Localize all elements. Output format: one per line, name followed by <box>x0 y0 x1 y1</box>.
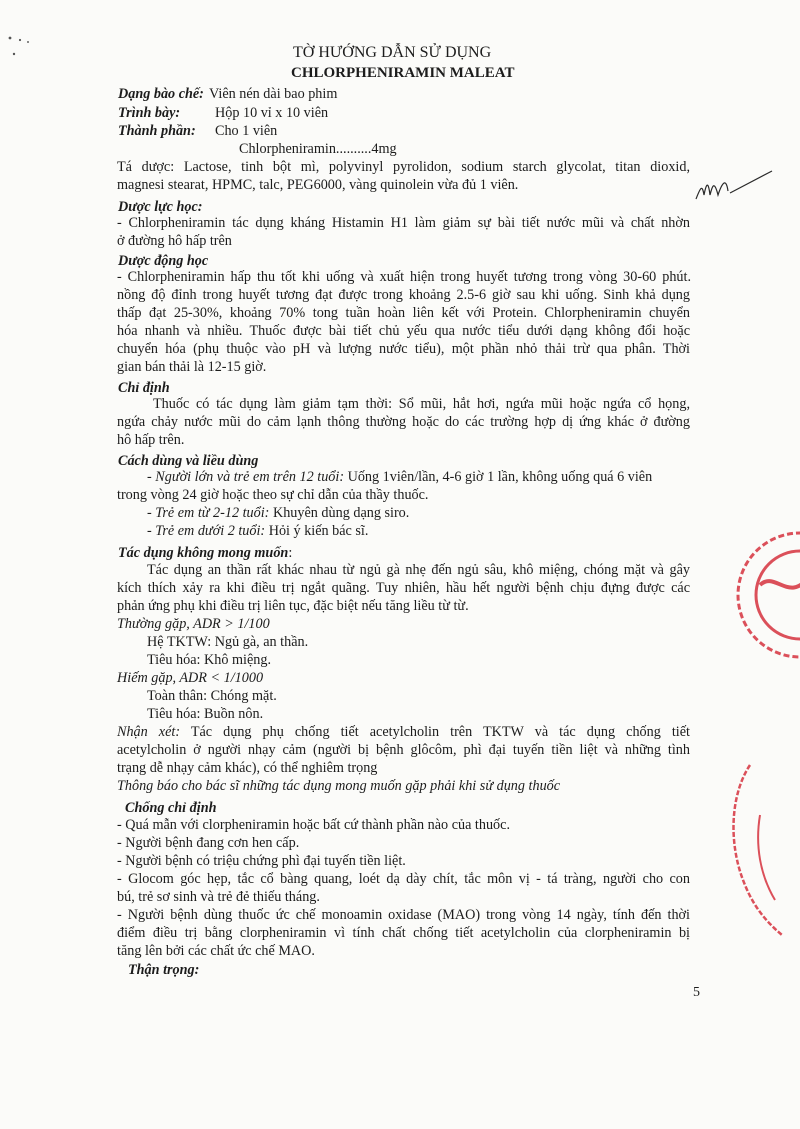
pharmacokinetics-line: - Chlorpheniramin hấp thu tốt khi uống và xuất hiện trong huyết tương trong vòng 30-60 phút. <box>117 269 691 285</box>
pharmacokinetics-line: nồng độ đỉnh trong huyết tương đạt được trong khoảng 2.5-6 giờ sau khi uống. Sinh khả dụng <box>117 287 690 303</box>
remark-text: Tác dụng phụ chống tiết acetylcholin trên TKTW và tác dụng chống tiết <box>190 724 690 740</box>
scan-specks <box>6 32 46 72</box>
side-effects-line: kích thích xảy ra khi điều trị ngắt quãng. Tuy nhiên, hầu hết người bệnh chịu đựng được các <box>117 580 690 596</box>
contraindication-item: - Người bệnh có triệu chứng phì đại tuyến tiền liệt. <box>117 853 406 869</box>
composition-row <box>118 122 277 140</box>
remark-line: trạng dễ nhạy cảm khác), có thể nghiêm trọng <box>117 760 378 776</box>
excipients-line: Tá dược: Lactose, tinh bột mì, polyvinyl pyrolidon, sodium starch glycolat, titan dioxid, <box>117 159 690 175</box>
side-effects-line: phản ứng phụ khi điều trị liên tục, đặc biệt nếu tăng liều từ từ. <box>117 598 469 614</box>
packaging-label: Trình bày: <box>118 105 181 121</box>
pharmacokinetics-heading: Dược động học <box>118 253 209 269</box>
excipients-line: magnesi stearat, HPMC, talc, PEG6000, vàng quinolein vừa đủ 1 viên. <box>117 177 519 193</box>
rare-frequency: Hiếm gặp, ADR < 1/1000 <box>117 670 264 686</box>
contraindication-item: tăng lên bởi các chất ức chế MAO. <box>117 943 315 959</box>
contraindication-item: điểm điều trị bằng clorpheniramin vì tính chất chống tiết acetylcholin của clorpheniramin bị <box>117 925 690 941</box>
common-frequency: Thường gặp, ADR > 1/100 <box>117 616 270 632</box>
pharmacokinetics-line: hóa nhanh và nhiều. Thuốc được bài tiết chủ yếu qua nước tiểu dưới dạng không đổi hoặc <box>117 323 690 339</box>
signature-mark <box>692 165 782 210</box>
doc-title: TỜ HƯỚNG DẪN SỬ DỤNG <box>293 44 492 61</box>
pharmacokinetics-line: chuyển hóa (phụ thuộc vào pH và lượng nước tiểu), một phần nhỏ thải trừ qua phân. Thời <box>117 341 690 357</box>
pharmacokinetics-line: gian bán thải là 12-15 giờ. <box>117 359 267 375</box>
side-effects-colon: : <box>288 545 293 561</box>
dosage-form-value: Viên nén dài bao phim <box>209 86 338 102</box>
doc-subtitle: CHLORPHENIRAMIN MALEAT <box>291 65 515 81</box>
contraindications-heading: Chống chỉ định <box>125 800 217 816</box>
dosage-heading: Cách dùng và liều dùng <box>118 453 259 469</box>
side-effects-heading-row <box>118 544 292 562</box>
remark-line <box>117 723 690 741</box>
side-effects-heading: Tác dụng không mong muốn <box>118 545 289 561</box>
packaging-row <box>118 104 328 122</box>
contraindication-item: - Người bệnh dùng thuốc ức chế monoamin oxidase (MAO) trong vòng 14 ngày, tính đến thời <box>117 907 690 923</box>
rare-effect: Toàn thân: Chóng mặt. <box>147 688 277 704</box>
dosage-child-text: Khuyên dùng dạng siro. <box>272 505 410 521</box>
common-effect: Tiêu hóa: Khô miệng. <box>147 652 272 668</box>
dosage-child-label: - Trẻ em từ 2-12 tuổi: <box>147 505 270 521</box>
side-effects-line: Tác dụng an thần rất khác nhau từ ngủ gà nhẹ đến ngủ sâu, khô miệng, chóng mặt và gây <box>147 562 690 578</box>
red-stamp-seal <box>720 515 800 955</box>
dosage-child <box>147 504 409 522</box>
indications-line: Thuốc có tác dụng làm giảm tạm thời: Sổ mũi, hắt hơi, ngứa mũi hoặc ngứa cổ họng, <box>153 396 690 412</box>
pharmacodynamics-heading: Dược lực học: <box>118 199 203 215</box>
contraindication-item: - Glocom góc hẹp, tắc cổ bàng quang, loét dạ dày chít, tắc môn vị - tá tràng, người cho con <box>117 871 690 887</box>
active-ingredient: Chlorpheniramin..........4mg <box>239 141 397 157</box>
dosage-adult-label: - Người lớn và trẻ em trên 12 tuổi: <box>147 469 345 485</box>
contraindication-item: - Quá mẫn với clorpheniramin hoặc bất cứ thành phần nào của thuốc. <box>117 817 510 833</box>
remark-label: Nhận xét: <box>117 724 181 740</box>
contraindication-item: - Người bệnh đang cơn hen cấp. <box>117 835 300 851</box>
composition-label: Thành phần: <box>118 123 196 139</box>
remark-line: acetylcholin ở người nhạy cảm (người bị bệnh glôcôm, phì đại tuyến tiền liệt và những tình <box>117 742 690 758</box>
dosage-infant-label: - Trẻ em dưới 2 tuổi: <box>147 523 266 539</box>
indications-line: hô hấp trên. <box>117 432 185 448</box>
contraindication-item: bú, trẻ sơ sinh và trẻ đẻ thiếu tháng. <box>117 889 320 905</box>
dosage-adult <box>147 468 652 486</box>
dosage-adult-text: Uống 1viên/lần, 4-6 giờ 1 lần, không uống quá 6 viên <box>347 469 653 485</box>
page-number: 5 <box>693 985 700 1000</box>
pharmacodynamics-line: ở đường hô hấp trên <box>117 233 232 249</box>
precautions-heading: Thận trọng: <box>128 962 200 978</box>
indications-heading: Chỉ định <box>118 380 170 396</box>
packaging-value: Hộp 10 vỉ x 10 viên <box>215 105 329 121</box>
composition-value: Cho 1 viên <box>215 123 278 139</box>
pharmacodynamics-line: - Chlorpheniramin tác dụng kháng Histamin H1 làm giảm sự bài tiết nước mũi và chất nhờn <box>117 215 690 231</box>
dosage-infant-text: Hỏi ý kiến bác sĩ. <box>268 523 369 539</box>
indications-line: ngứa chảy nước mũi do cảm lạnh thông thường hoặc do các trường hợp dị ứng khác ở đường <box>117 414 690 430</box>
dosage-adult-cont: trong vòng 24 giờ hoặc theo sự chỉ dẫn của thầy thuốc. <box>117 487 429 503</box>
common-effect: Hệ TKTW: Ngủ gà, an thần. <box>147 634 309 650</box>
pharmacokinetics-line: thấp đạt 25-30%, khoảng 70% tong tuần hoàn liên kết với Protein. Chlorpheniramin chuyển <box>117 305 690 321</box>
dosage-form-row <box>118 85 337 103</box>
report-notice: Thông báo cho bác sĩ những tác dụng mong muốn gặp phải khi sử dụng thuốc <box>117 778 561 794</box>
rare-effect: Tiêu hóa: Buồn nôn. <box>147 706 264 722</box>
dosage-infant <box>147 522 368 540</box>
dosage-form-label: Dạng bào chế: <box>118 86 204 102</box>
